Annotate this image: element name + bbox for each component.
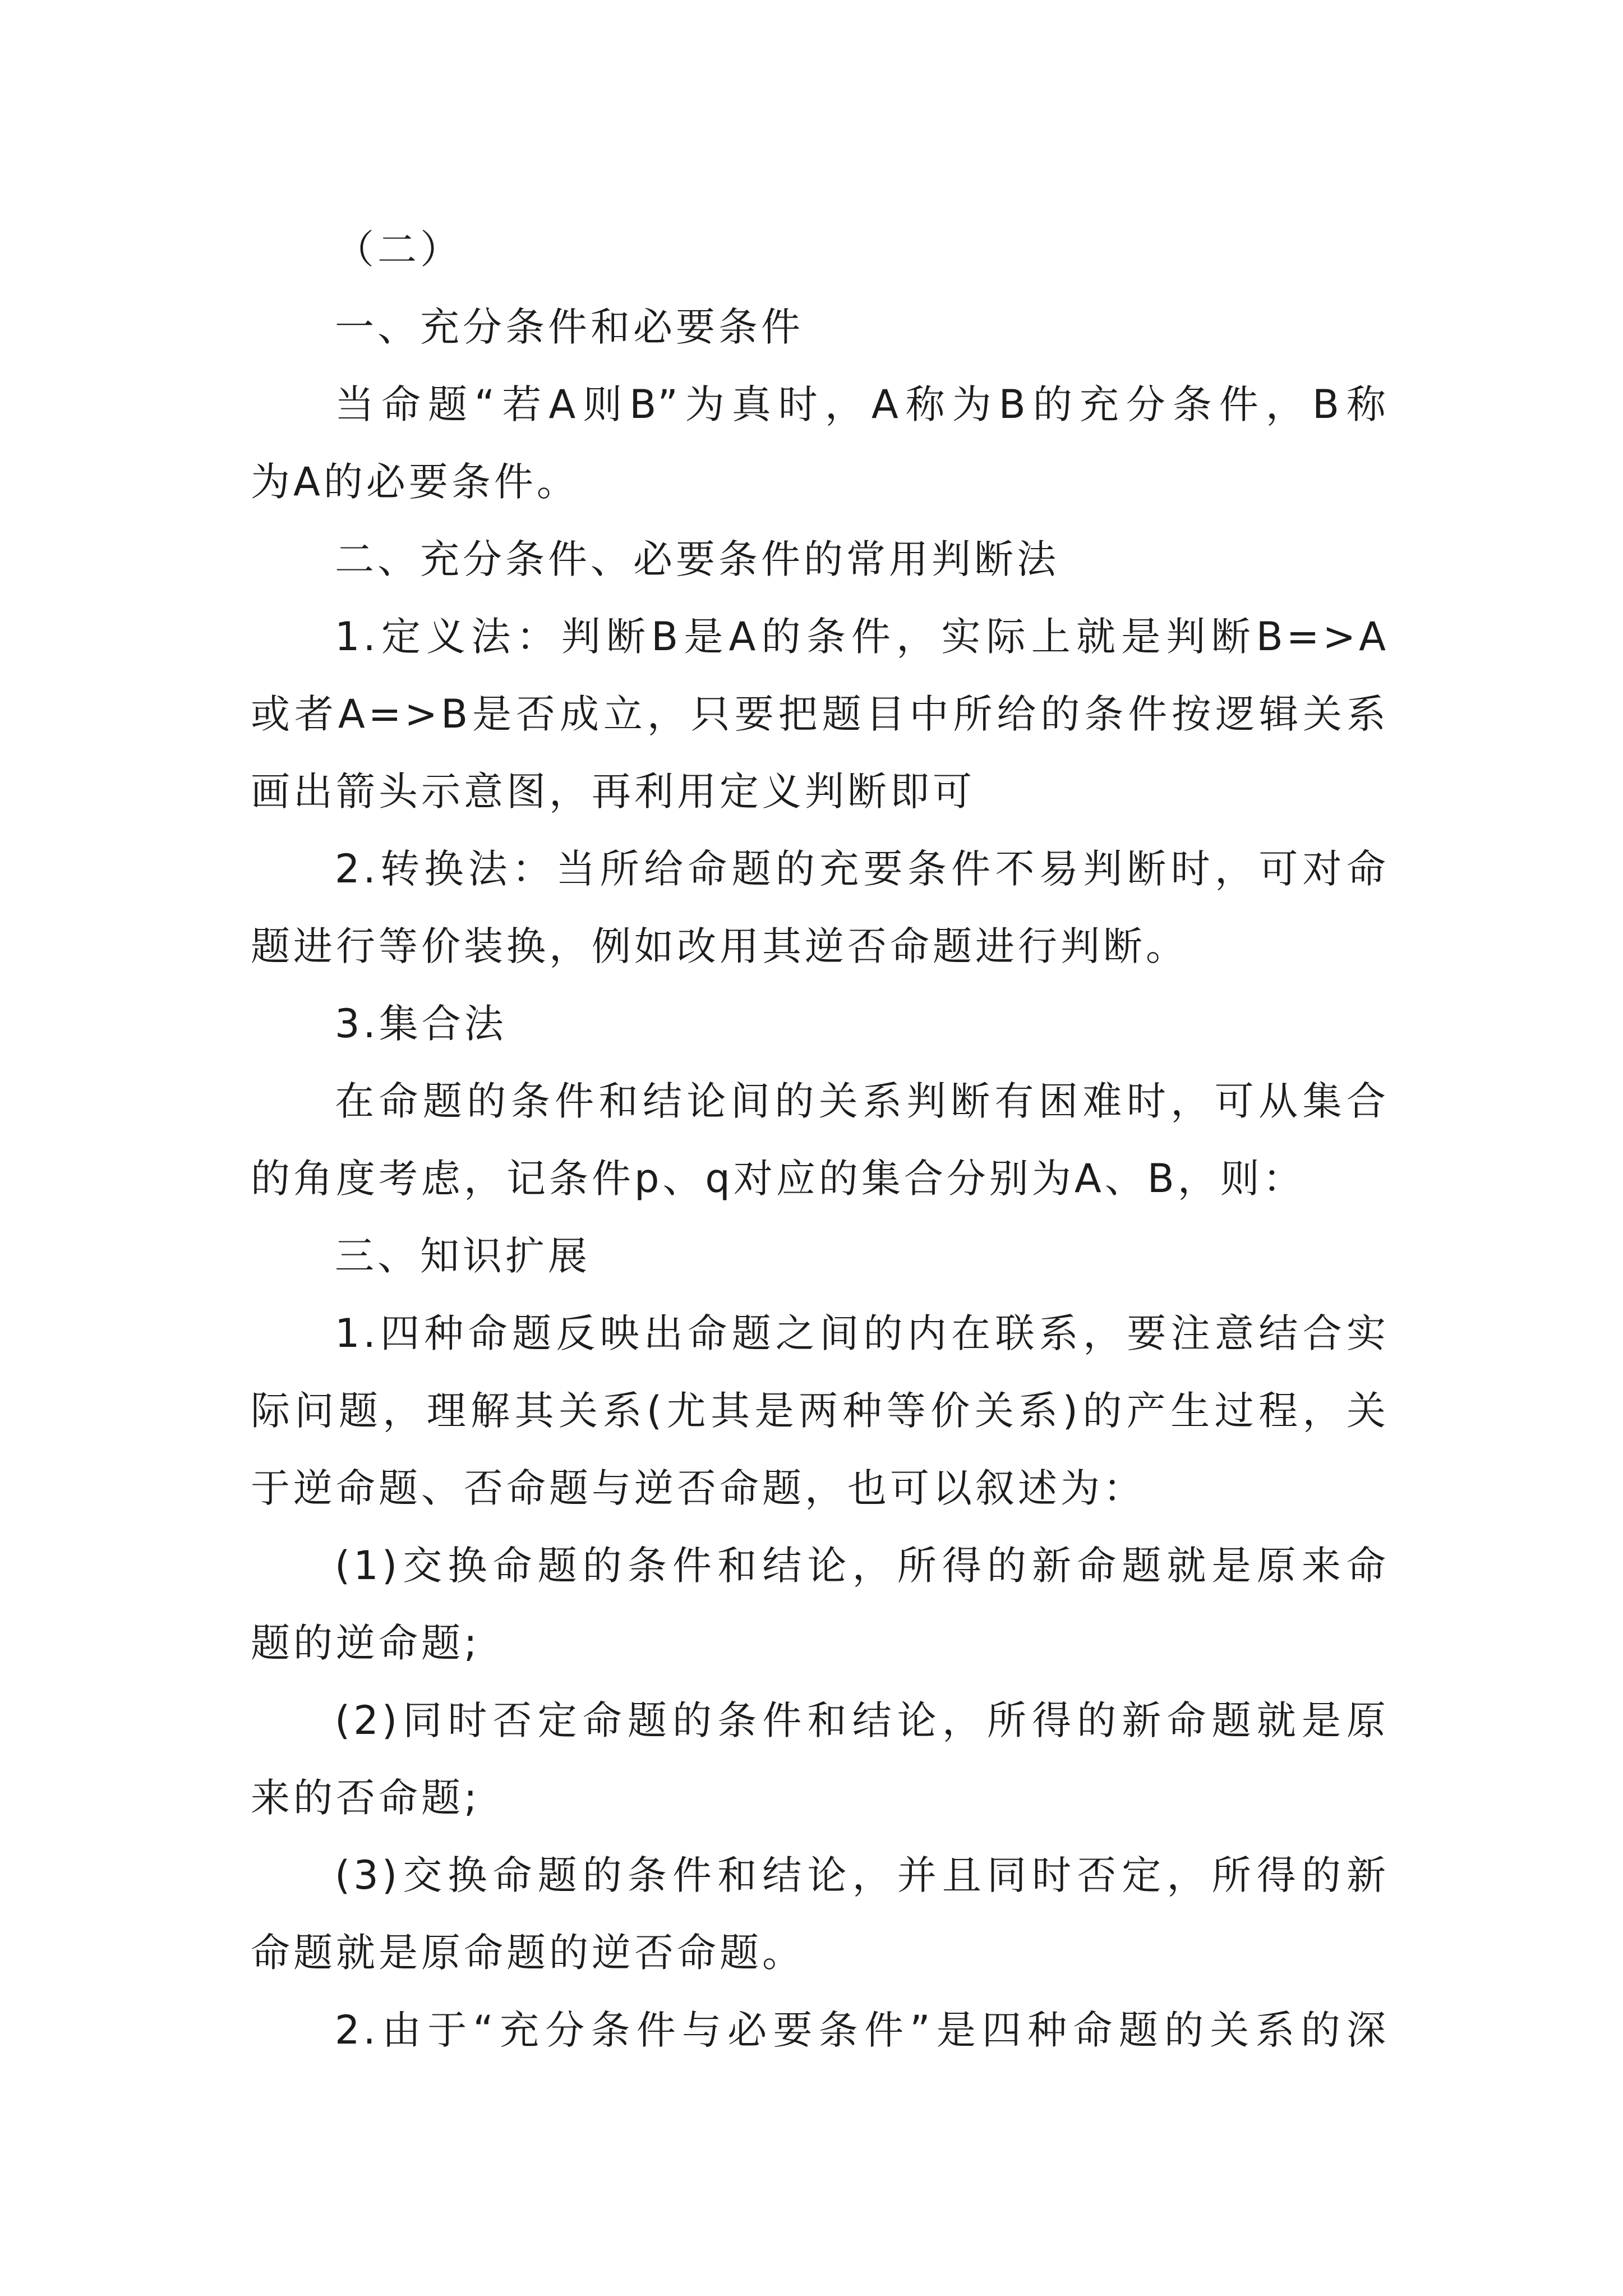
- paragraph-line: 际问题，理解其关系(尤其是两种等价关系)的产生过程，关: [251, 1388, 1389, 1434]
- heading-judgment-methods: 二、充分条件、必要条件的常用判断法: [335, 536, 1059, 582]
- list-item-line: (1)交换命题的条件和结论，所得的新命题就是原来命: [335, 1543, 1389, 1589]
- paragraph-line: 为A的必要条件。: [251, 459, 579, 505]
- document-body: [251, 211, 1389, 2069]
- paragraph-line: 画出箭头示意图，再利用定义判断即可: [251, 769, 975, 815]
- list-item-line: 题的逆命题;: [251, 1620, 481, 1666]
- subheading-set-method: 3.集合法: [335, 1001, 507, 1047]
- heading-knowledge-extension: 三、知识扩展: [335, 1233, 591, 1279]
- paragraph-line: 1.定义法：判断B是A的条件，实际上就是判断B=>A: [335, 614, 1389, 660]
- paragraph-line: 题进行等价装换，例如改用其逆否命题进行判断。: [251, 923, 1188, 969]
- paragraph-line: 2.转换法：当所给命题的充要条件不易判断时，可对命: [335, 846, 1389, 892]
- paragraph-line: 在命题的条件和结论间的关系判断有困难时，可从集合: [335, 1078, 1389, 1124]
- paragraph-line: 或者A=>B是否成立，只要把题目中所给的条件按逻辑关系: [251, 691, 1389, 737]
- list-item-line: (3)交换命题的条件和结论，并且同时否定，所得的新: [335, 1852, 1389, 1898]
- paragraph-line: 当命题“若A则B”为真时，A称为B的充分条件，B称: [335, 381, 1389, 427]
- list-item-line: 命题就是原命题的逆否命题。: [251, 1930, 805, 1976]
- paragraph-line: 1.四种命题反映出命题之间的内在联系，要注意结合实: [335, 1310, 1389, 1356]
- section-number: （二）: [335, 227, 463, 273]
- heading-sufficient-necessary: 一、充分条件和必要条件: [335, 304, 804, 350]
- paragraph-line: 于逆命题、否命题与逆否命题，也可以叙述为：: [251, 1465, 1146, 1511]
- list-item-line: 来的否命题;: [251, 1775, 481, 1821]
- paragraph-line: 的角度考虑，记条件p、q对应的集合分别为A、B，则：: [251, 1156, 1306, 1202]
- paragraph-line: 2.由于“充分条件与必要条件”是四种命题的关系的深: [335, 2007, 1389, 2053]
- list-item-line: (2)同时否定命题的条件和结论，所得的新命题就是原: [335, 1697, 1389, 1743]
